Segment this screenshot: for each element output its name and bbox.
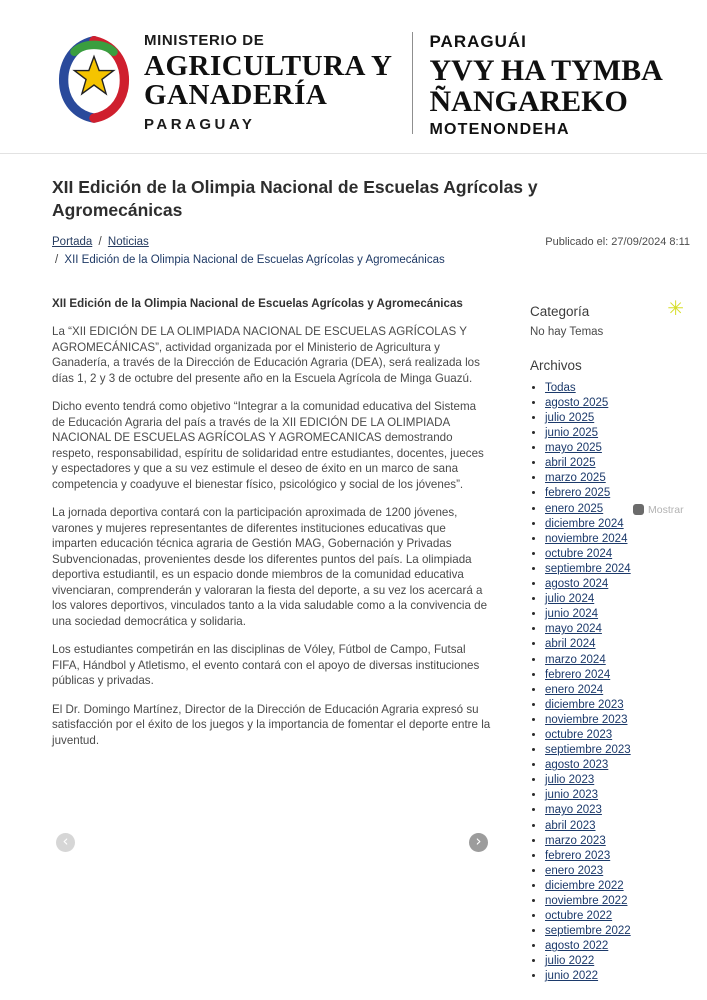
article-paragraph-5: El Dr. Domingo Martínez, Director de la Dirección de Educación Agraria expresó su satisfacción por el éxito de los juegos y la importancia de fomentar el deporte entre la juventud. xyxy=(52,702,491,747)
guarani-line-2: YVY HA TYMBA xyxy=(429,54,663,87)
category-empty-text: No hay Temas xyxy=(530,325,604,338)
archive-link[interactable]: febrero 2023 xyxy=(545,849,611,862)
archive-link[interactable]: octubre 2023 xyxy=(545,728,613,741)
archive-link[interactable]: julio 2024 xyxy=(545,593,595,606)
carousel-next-button[interactable] xyxy=(469,833,488,852)
published-date: Publicado el: 27/09/2024 8:11 xyxy=(545,236,690,249)
ministry-wordmark xyxy=(144,30,392,133)
mostrar-tooltip[interactable] xyxy=(630,502,687,518)
breadcrumb-line-1 xyxy=(52,234,445,252)
archive-link[interactable]: marzo 2024 xyxy=(545,653,606,666)
archive-item xyxy=(545,411,690,426)
archive-link[interactable]: noviembre 2024 xyxy=(545,532,628,545)
main-content xyxy=(0,154,707,985)
archive-link[interactable]: diciembre 2022 xyxy=(545,879,624,892)
header-divider xyxy=(412,32,413,134)
accessibility-widget-icon xyxy=(633,504,644,515)
archive-item xyxy=(545,653,690,668)
archive-item xyxy=(545,622,690,637)
archive-item xyxy=(545,954,690,969)
archive-item xyxy=(545,607,690,622)
article-paragraph-4: Los estudiantes competirán en las disciplinas de Vóley, Fútbol de Campo, Futsal FIFA, Hándbol y Atletismo, el evento contará con el apoyo de diversas instituciones públicas y privadas. xyxy=(52,643,480,688)
archive-item xyxy=(545,788,690,803)
archive-item xyxy=(545,456,690,471)
archive-item xyxy=(545,849,690,864)
archive-item xyxy=(545,637,690,652)
archive-item xyxy=(545,743,690,758)
ministry-line-3: GANADERÍA xyxy=(144,79,328,111)
content-row xyxy=(52,296,690,985)
archive-item xyxy=(545,668,690,683)
archive-item xyxy=(545,819,690,834)
breadcrumb-separator: / xyxy=(55,254,59,266)
archive-link[interactable]: agosto 2022 xyxy=(545,940,609,953)
archive-link[interactable]: junio 2022 xyxy=(545,970,599,983)
archive-item xyxy=(545,939,690,954)
mag-logo[interactable] xyxy=(52,30,136,126)
archive-link[interactable]: julio 2025 xyxy=(545,412,595,424)
archive-item xyxy=(545,698,690,713)
breadcrumb-home-link[interactable]: Portada xyxy=(52,236,93,249)
archive-item xyxy=(545,803,690,818)
breadcrumb-current: XII Edición de la Olimpia Nacional de Escuelas Agrícolas y Agromecánicas xyxy=(64,254,445,266)
archive-item xyxy=(545,909,690,924)
archive-link[interactable]: junio 2025 xyxy=(545,427,599,440)
archive-link[interactable]: diciembre 2023 xyxy=(545,698,624,711)
ministry-line-1: MINISTERIO DE xyxy=(144,32,265,49)
accessibility-asterisk-icon[interactable]: ✳ xyxy=(667,297,684,320)
page-title: XII Edición de la Olimpia Nacional de Escuelas Agrícolas y Agromecánicas xyxy=(52,177,538,221)
archive-link[interactable]: agosto 2025 xyxy=(545,396,609,409)
archive-item xyxy=(545,924,690,939)
archive-item xyxy=(545,562,690,577)
paraguay-coat-of-arms-icon xyxy=(52,30,136,126)
carousel-prev-button[interactable] xyxy=(56,833,75,852)
archive-link[interactable]: octubre 2022 xyxy=(545,910,613,923)
archive-item xyxy=(545,441,690,456)
archive-item xyxy=(545,773,690,788)
archive-item xyxy=(545,547,690,562)
archive-link[interactable]: noviembre 2022 xyxy=(545,895,628,907)
archive-link[interactable]: abril 2023 xyxy=(545,819,596,832)
archive-link[interactable]: enero 2023 xyxy=(545,864,604,877)
archive-link[interactable]: diciembre 2024 xyxy=(545,517,624,530)
archive-item xyxy=(545,592,690,607)
archive-link[interactable]: enero 2024 xyxy=(545,683,604,696)
carousel-nav xyxy=(52,833,492,872)
archive-link[interactable]: febrero 2024 xyxy=(545,668,611,681)
archive-link[interactable]: junio 2024 xyxy=(545,608,599,621)
archives-title: Archivos xyxy=(530,357,582,373)
archive-item xyxy=(545,532,690,547)
archive-link[interactable]: abril 2025 xyxy=(545,457,596,470)
archive-link[interactable]: febrero 2025 xyxy=(545,487,611,500)
archive-link[interactable]: julio 2022 xyxy=(545,955,595,968)
archive-item xyxy=(545,879,690,894)
archive-link[interactable]: noviembre 2023 xyxy=(545,713,628,726)
archive-link[interactable]: mayo 2023 xyxy=(545,804,602,817)
article xyxy=(52,296,492,985)
archive-item xyxy=(545,381,690,396)
ministry-line-4: PARAGUAY xyxy=(144,116,256,133)
archive-item xyxy=(545,486,690,501)
archive-link[interactable]: mayo 2025 xyxy=(545,442,602,455)
archive-item xyxy=(545,713,690,728)
mostrar-label: Mostrar xyxy=(648,503,684,516)
chevron-right-icon: › xyxy=(475,832,482,851)
archive-item xyxy=(545,396,690,411)
category-title: Categoría xyxy=(530,303,590,319)
archive-link[interactable]: abril 2024 xyxy=(545,638,596,651)
archive-item xyxy=(545,426,690,441)
ministry-line-2: AGRICULTURA Y xyxy=(144,50,393,82)
breadcrumb-noticias-link[interactable]: Noticias xyxy=(107,236,149,249)
article-heading: XII Edición de la Olimpia Nacional de Escuelas Agrícolas y Agromecánicas xyxy=(52,296,463,310)
archive-link[interactable]: marzo 2025 xyxy=(545,472,606,485)
guarani-line-4: MOTENONDEHA xyxy=(429,121,570,138)
archive-link[interactable]: septiembre 2024 xyxy=(545,562,631,575)
archive-link[interactable]: junio 2023 xyxy=(545,789,599,802)
article-paragraph-2: Dicho evento tendrá como objetivo “Integrar a la comunidad educativa del Sistema de Educación Agraria del país a través de la XII EDICIÓN DE LA OLIMPIADA NACIONAL DE ESCUELAS AGRÍCOLAS Y AGROMECANICAS demostrando respeto, responsabilidad, espíritu de solidaridad entre estudiantes, docentes, jueces y espectadores y que a su vez estimule el deseo de éxito en un marco de sana competencia y coadyuve el bienestar físico, psicológico y social de los jóvenes”. xyxy=(52,400,484,491)
archive-link[interactable]: agosto 2023 xyxy=(545,759,609,772)
archive-item xyxy=(545,728,690,743)
guarani-line-3: ÑANGAREKO xyxy=(429,85,628,118)
archive-link[interactable]: julio 2023 xyxy=(545,774,595,787)
archive-link[interactable]: mayo 2024 xyxy=(545,623,602,636)
breadcrumb xyxy=(52,234,445,270)
archive-item xyxy=(545,683,690,698)
archive-item xyxy=(545,969,690,984)
archive-item xyxy=(545,517,690,532)
archive-link[interactable]: septiembre 2022 xyxy=(545,925,631,938)
archive-item xyxy=(545,471,690,486)
archive-item xyxy=(545,864,690,879)
article-paragraph-1: La “XII EDICIÓN DE LA OLIMPIADA NACIONAL DE ESCUELAS AGRÍCOLAS Y AGROMECÁNICAS”, actividad organizada por el Ministerio de Agricultura y Ganadería, a través de la Dirección de Educación Agraria (DEA), será realizada los días 1, 2 y 3 de octubre del presente año en la Escuela Agrícola de Minga Guazú. xyxy=(52,325,480,385)
meta-row xyxy=(52,234,690,270)
guarani-line-1: PARAGUÁI xyxy=(429,32,527,51)
archive-item xyxy=(545,834,690,849)
archive-link[interactable]: septiembre 2023 xyxy=(545,744,631,757)
archive-link[interactable]: Todas xyxy=(545,381,576,394)
archive-link[interactable]: marzo 2023 xyxy=(545,834,606,847)
archive-link[interactable]: octubre 2024 xyxy=(545,547,613,560)
archive-link[interactable]: enero 2025 xyxy=(545,502,604,515)
breadcrumb-separator: / xyxy=(98,236,102,249)
archive-item xyxy=(545,894,690,909)
archive-item xyxy=(545,758,690,773)
breadcrumb-line-2 xyxy=(52,252,445,270)
archives-list xyxy=(530,381,690,985)
archive-link[interactable]: agosto 2024 xyxy=(545,578,609,591)
site-header xyxy=(0,0,707,153)
article-paragraph-3: La jornada deportiva contará con la participación aproximada de 1200 jóvenes, varones y mujeres representantes de diferentes instituciones educativas que imparten educación técnica agraria de Gestión MAG, Gobernación y Privadas Subvencionadas, provenientes desde los diferentes puntos del país. La olimpiada deportiva estudiantil, es un espacio donde miembros de la comunidad educativa vivenciaran, comprenderán y valoraran la fiesta del deporte, a su vez los acercará a los valores deportivos, vinculados tanto a la vida saludable como a la convivencia de una sociedad democrática y solidaria. xyxy=(52,506,488,628)
archive-item xyxy=(545,577,690,592)
guarani-wordmark xyxy=(429,30,662,139)
chevron-left-icon: ‹ xyxy=(62,832,69,851)
sidebar xyxy=(530,296,690,985)
